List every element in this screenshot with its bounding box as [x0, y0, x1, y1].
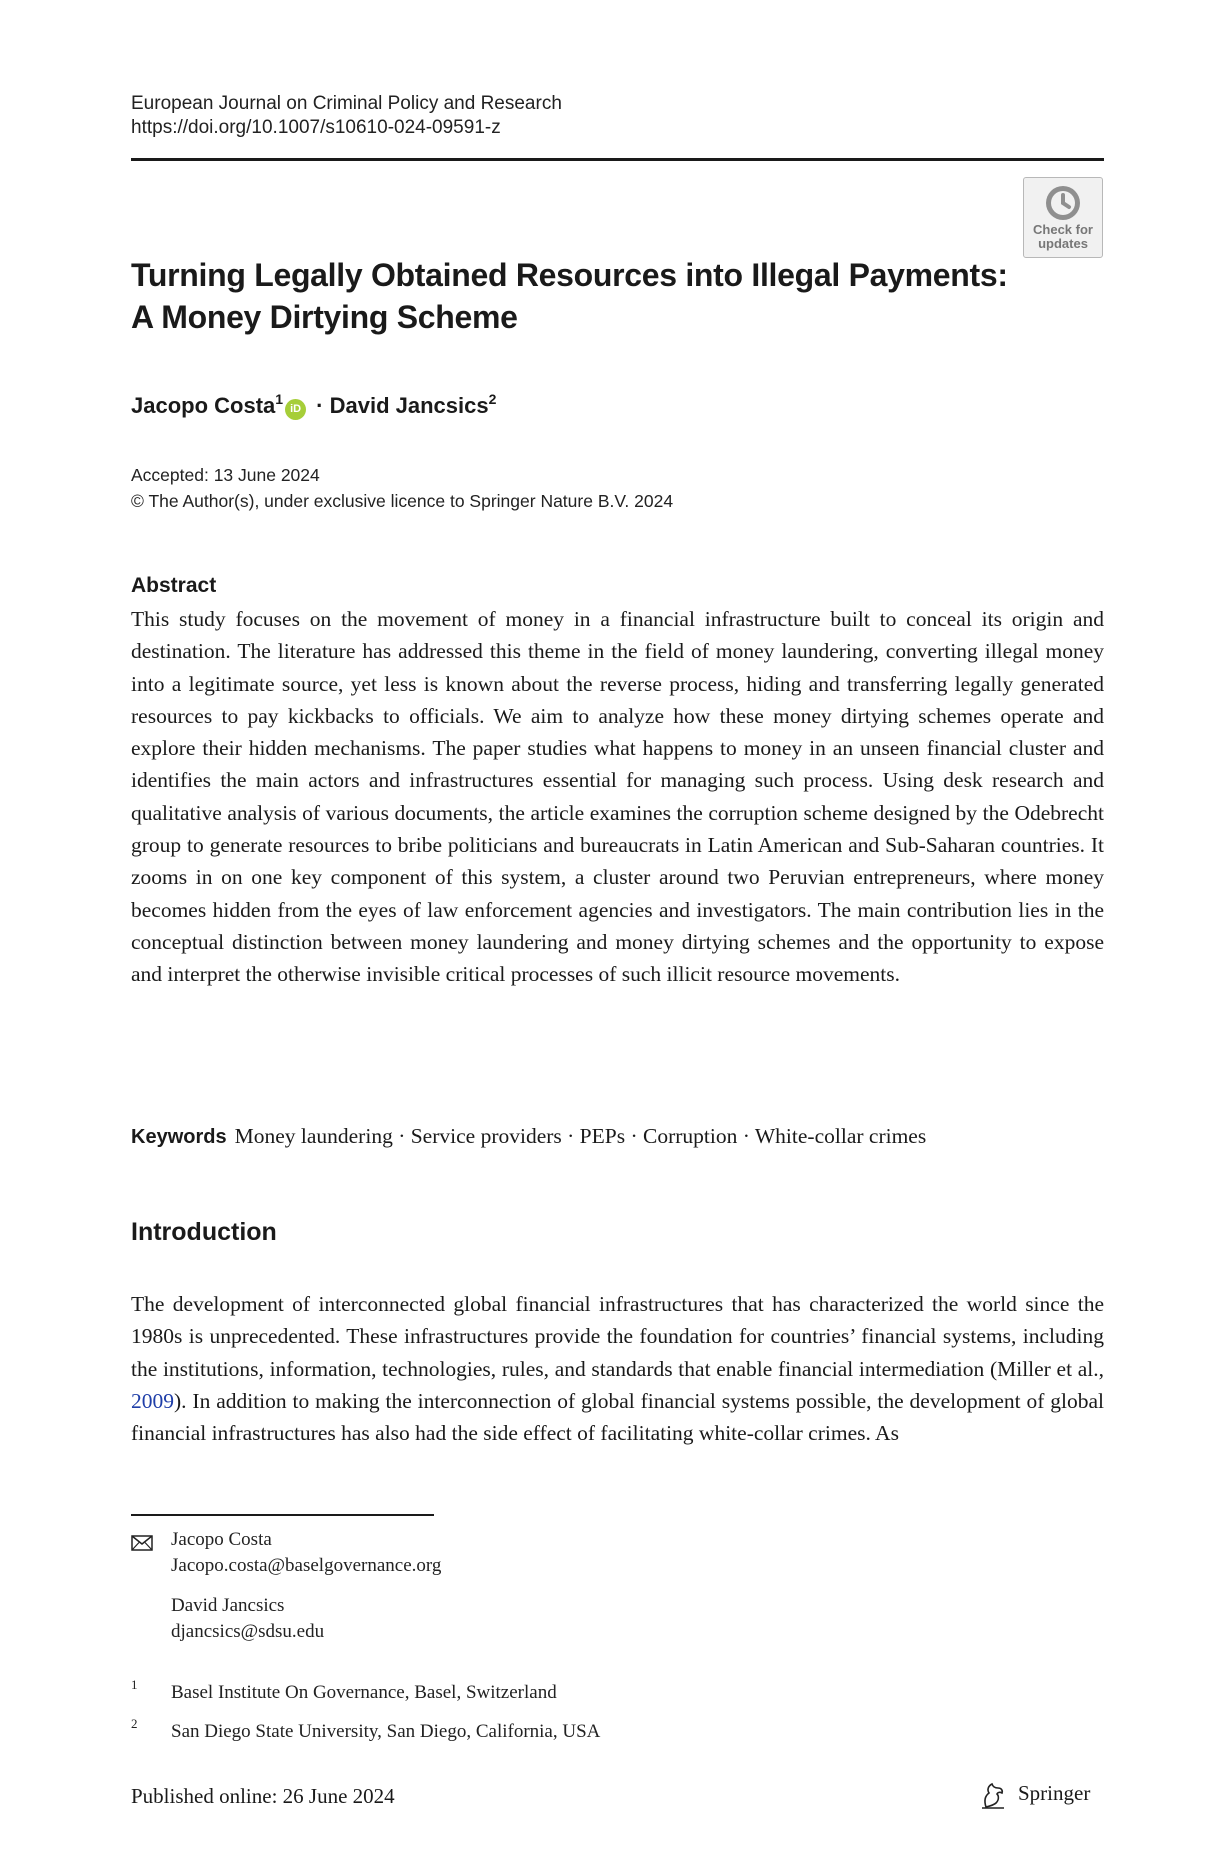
paper-title [131, 254, 1011, 338]
affiliation-number: 1 [131, 1677, 138, 1692]
introduction-text [131, 1288, 1104, 1449]
copyright-notice: © The Author(s), under exclusive licence to Springer Nature B.V. 2024 [131, 491, 674, 511]
affiliation-marker: 2 [488, 391, 497, 407]
publication-meta [131, 462, 673, 514]
introduction-heading: Introduction [131, 1218, 277, 1246]
footnote-rule [131, 1514, 434, 1516]
keywords-label: Keywords [131, 1126, 227, 1148]
abstract-heading: Abstract [131, 574, 217, 597]
intro-text-part: ). In addition to making the interconnection of global financial systems possible, the development of global financial infrastructures has also had the side effect of facilitating white-collar crimes. As [131, 1388, 1104, 1446]
abstract-text: This study focuses on the movement of money in a financial infrastructure built to conceal its origin and destination. The literature has addressed this theme in the field of money laundering, converting illegal money into a legitimate source, yet less is known about the reverse process, hiding and transferring legally generated resources to pay kickbacks to officials. We aim to analyze how these money dirtying schemes operate and explore their hidden mechanisms. The paper studies what happens to money in an unseen financial cluster and identifies the main actors and infrastructures essential for managing such process. Using desk research and qualitative analysis of various documents, the article examines the corruption scheme designed by the Odebrecht group to generate resources to bribe politicians and bureaucrats in Latin American and Sub-Saharan countries. It zooms in on one key component of this system, a cluster around two Peruvian entrepreneurs, where money becomes hidden from the eyes of law enforcement agencies and investigators. The main contribution lies in the conceptual distinction between money laundering and money dirtying schemes and the opportunity to expose and interpret the otherwise invisible critical processes of such illicit resource movements. [131, 607, 1104, 987]
publisher-logo[interactable] [984, 1781, 1090, 1806]
accepted-date: Accepted: 13 June 2024 [131, 465, 320, 485]
title-line-1: Turning Legally Obtained Resources into Illegal Payments: [131, 257, 1008, 293]
affiliation-marker: 1 [275, 391, 284, 407]
affiliation-number: 2 [131, 1716, 138, 1731]
publisher-name: Springer [1018, 1781, 1091, 1805]
contact-1 [171, 1527, 441, 1579]
intro-text-part: The development of interconnected global financial infrastructures that has characterized the world since the 1980s is unprecedented. These infrastructures provide the foundation for countries’ financial systems, including the institutions, information, technologies, rules, and standards that enable financial intermediation (Miller et al., [131, 1292, 1104, 1381]
keywords-list: Money laundering · Service providers · PEPs · Corruption · White-collar crimes [234, 1124, 927, 1148]
affiliation-2: San Diego State University, San Diego, California, USA [171, 1721, 601, 1742]
keywords [131, 1122, 1111, 1151]
journal-header [131, 92, 562, 140]
author-separator: · [310, 393, 330, 418]
contact-email[interactable]: Jacopo.costa@baselgovernance.org [171, 1555, 442, 1576]
title-line-2: A Money Dirtying Scheme [131, 299, 518, 335]
doi-link[interactable]: https://doi.org/10.1007/s10610-024-09591-z [131, 117, 501, 138]
author-list [131, 385, 496, 420]
affiliation-1: Basel Institute On Governance, Basel, Switzerland [171, 1682, 557, 1703]
check-for-updates-icon [1044, 184, 1082, 222]
contact-name: Jacopo Costa [171, 1529, 272, 1550]
check-for-updates-badge[interactable] [1023, 177, 1103, 258]
springer-horse-icon [978, 1781, 1008, 1809]
author-name[interactable]: David Jancsics [329, 393, 489, 418]
badge-line2: updates [1038, 236, 1088, 251]
author-name[interactable]: Jacopo Costa [131, 393, 276, 418]
contact-2 [171, 1593, 324, 1645]
header-rule [131, 158, 1104, 161]
contact-name: David Jancsics [171, 1595, 285, 1616]
badge-line1: Check for [1033, 222, 1093, 237]
citation-link[interactable]: 2009 [131, 1388, 174, 1413]
orcid-icon[interactable]: iD [285, 399, 306, 420]
envelope-icon [131, 1535, 153, 1551]
contact-email[interactable]: djancsics@sdsu.edu [171, 1621, 325, 1642]
published-online-date: Published online: 26 June 2024 [131, 1784, 395, 1808]
journal-name: European Journal on Criminal Policy and Research [131, 93, 562, 114]
